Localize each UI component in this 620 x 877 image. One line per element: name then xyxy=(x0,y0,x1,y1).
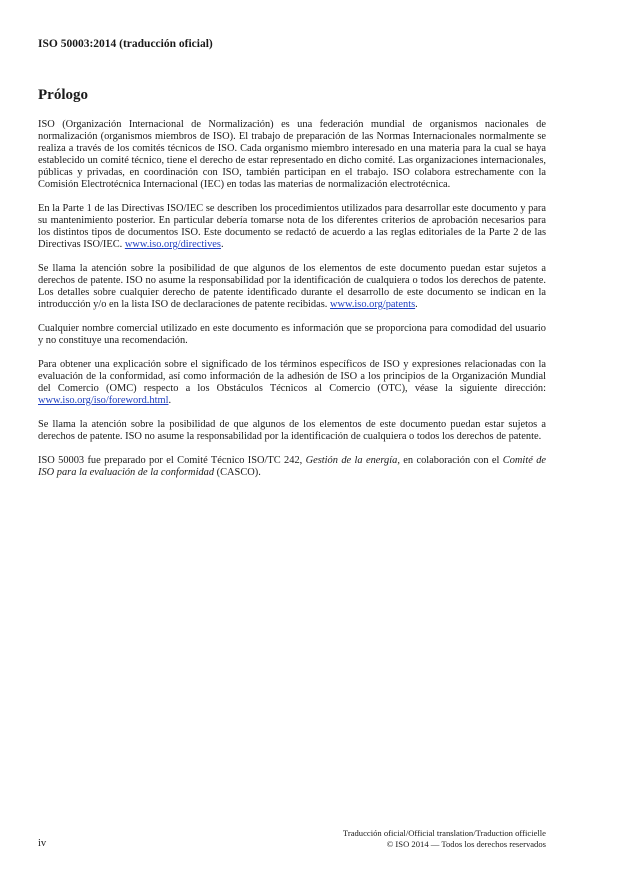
paragraph-patents-repeat: Se llama la atención sobre la posibilidad de que algunos de los elementos de este documento puedan estar sujetos a derechos de patente. ISO no asume la responsabilidad por la identificación de cualquiera o todos los derechos de patente. xyxy=(38,419,546,442)
paragraph-iso-intro: ISO (Organización Internacional de Normalización) es una federación mundial de organismos nacionales de normalización (organismos miembros de ISO). El trabajo de preparación de las Normas Internacionales normalmente se realiza a través de los comités técnicos de ISO. Cada organismo miembro interesado en una materia para la cual se haya establecido un comité técnico, tiene el derecho de estar representado en dicho comité. Las organizaciones internacionales, públicas y privadas, en coordinación con ISO, también participan en el trabajo. ISO colabora estrechamente con la Comisión Electrotécnica Internacional (IEC) en todas las materias de normalización electrotécnica. xyxy=(38,119,546,190)
paragraph-directives xyxy=(38,203,546,251)
prepared-by-text-c: (CASCO). xyxy=(214,467,261,478)
page-title: Prólogo xyxy=(38,87,88,103)
paragraph-directives-end: . xyxy=(220,239,224,250)
committee-topic: Gestión de la energía xyxy=(305,455,398,466)
paragraph-patents-end: . xyxy=(415,299,418,310)
foreword-link[interactable]: www.iso.org/iso/foreword.html xyxy=(38,395,169,406)
casco-name: Comité de ISO para la evaluación de la conformidad xyxy=(38,455,546,478)
page-number: iv xyxy=(38,838,47,849)
copyright-line: © ISO 2014 — Todos los derechos reservados xyxy=(386,839,546,849)
paragraph-foreword-info-text: Para obtener una explicación sobre el significado de los términos específicos de ISO y expresiones relacionadas con la evaluación de la conformidad, así como información de la adhesión de ISO a los principios de la Organización Mundial del Comercio (OMC) respecto a los Obstáculos Técnicos al Comercio (OTC), véase la siguiente dirección: xyxy=(38,359,546,394)
translation-line: Traducción oficial/Official translation/Traduction officielle xyxy=(342,828,546,838)
paragraph-foreword-info-end: . xyxy=(168,395,172,406)
foreword-body xyxy=(38,119,546,491)
paragraph-trade-names: Cualquier nombre comercial utilizado en este documento es información que se proporciona para comodidad del usuario y no constituye una recomendación. xyxy=(38,323,546,346)
paragraph-patents-text: Se llama la atención sobre la posibilidad de que algunos de los elementos de este documento puedan estar sujetos a derechos de patente. ISO no asume la responsabilidad por la identificación de cualquiera o todos los derechos de patente. Los detalles sobre cualquier derecho de patente identificado durante el desarrollo de este documento se indican en la introducción y/o en la lista ISO de declaraciones de patente recibidas. xyxy=(38,263,546,310)
prepared-by-text-b: , en colaboración con el xyxy=(397,455,503,466)
paragraph-directives-text: En la Parte 1 de las Directivas ISO/IEC se describen los procedimientos utilizados para desarrollar este documento y para su mantenimiento posterior. En particular debería tomarse nota de los diferentes criterios de aprobación necesarios para los distintos tipos de documentos ISO. Este documento se redactó de acuerdo a las reglas editoriales de la Parte 2 de las Directivas ISO/IEC. xyxy=(38,203,546,250)
paragraph-patents xyxy=(38,263,546,311)
paragraph-foreword-info xyxy=(38,359,546,407)
patents-link[interactable]: www.iso.org/patents xyxy=(329,299,416,310)
document-header: ISO 50003:2014 (traducción oficial) xyxy=(38,38,213,50)
footer-notice xyxy=(343,828,546,850)
directives-link[interactable]: www.iso.org/directives xyxy=(124,239,221,250)
paragraph-prepared-by xyxy=(38,455,546,479)
prepared-by-text-a: ISO 50003 fue preparado por el Comité Técnico ISO/TC 242, xyxy=(38,455,306,466)
